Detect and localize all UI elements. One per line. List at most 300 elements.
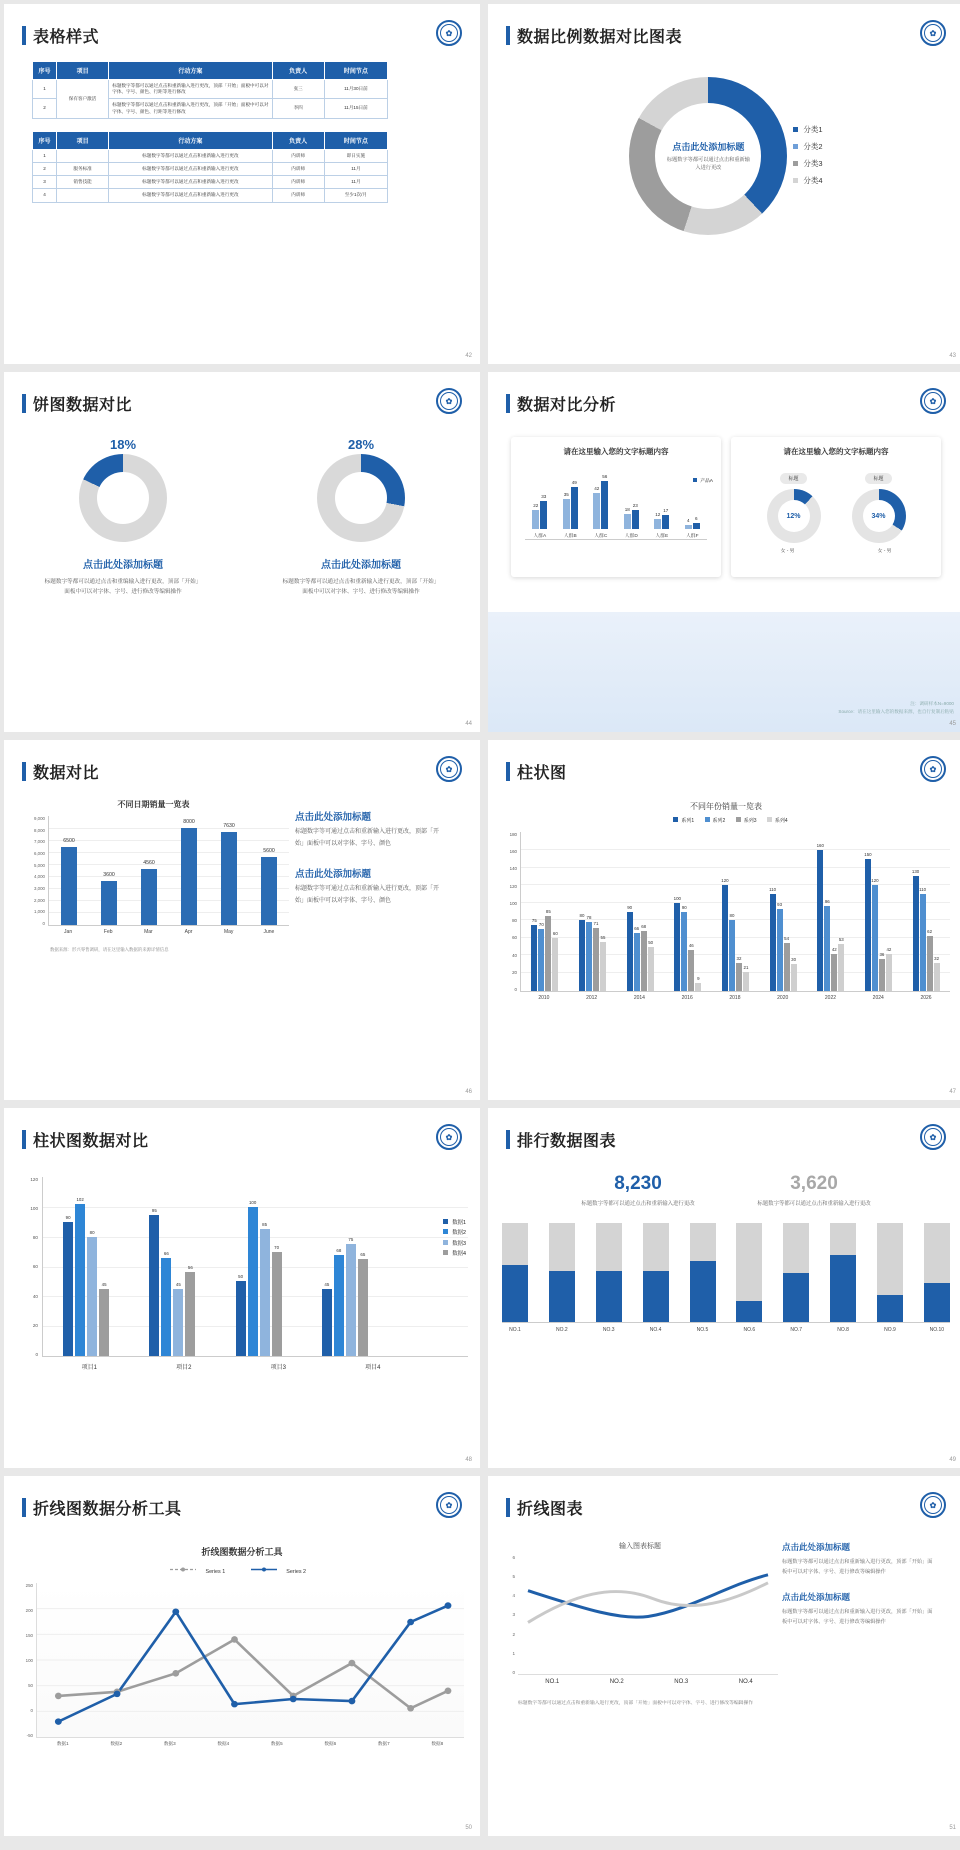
bar — [61, 837, 77, 925]
slide-42 — [4, 4, 480, 364]
bar-value: 50 — [238, 1274, 244, 1280]
line-icon — [251, 1566, 277, 1573]
y-tick: 60 — [512, 935, 517, 941]
stacked-bar — [924, 1223, 950, 1322]
legend-label: Series 2 — [286, 1569, 307, 1575]
bar — [688, 943, 694, 991]
text-body-2: 标题数字等都可以通过点击和重新输入进行更改，顶部「开始」面板中可以对字体、字号、进行修改等编辑操作 — [782, 1609, 933, 1626]
title-accent-bar — [506, 762, 510, 781]
bar-value: 100 — [673, 895, 681, 901]
bar — [221, 823, 237, 925]
title-text: 折线图表 — [517, 1501, 584, 1518]
legend-item — [793, 139, 822, 156]
legend-swatch-icon — [693, 478, 697, 482]
bar-value: 21 — [743, 965, 749, 971]
page-title — [4, 4, 480, 47]
bar — [831, 946, 837, 991]
bar — [593, 921, 599, 991]
bar-value: 45 — [101, 1281, 107, 1287]
bar-value: 60 — [552, 931, 558, 937]
y-tick: 4 — [512, 1593, 515, 1599]
plot-area — [36, 1583, 464, 1738]
bar-value: 100 — [248, 1199, 257, 1205]
donut-block — [767, 467, 821, 543]
bar — [101, 872, 117, 925]
text-body-2: 标题数字等可通过点击和重新输入进行更改，顶部「开始」面板中可以对字体、字号、颜色 — [295, 886, 440, 905]
bar-value: 55 — [600, 935, 606, 941]
table-header-row — [33, 62, 388, 80]
kpi-description: 标题数字等都可以通过点击和重新输入进行更改 — [581, 1201, 695, 1207]
legend-label: 系列1 — [681, 818, 695, 824]
y-tick: 8,000 — [34, 827, 45, 833]
cell-plan: 标题数字等都可以通过点击和重新输入进行更改 — [109, 176, 272, 189]
bar — [864, 851, 872, 991]
y-axis — [498, 832, 520, 992]
table-row — [33, 176, 388, 189]
series-1-line — [58, 1606, 448, 1722]
text-heading-2: 点击此处添加标题 — [782, 1592, 851, 1603]
content-area — [488, 1541, 960, 1708]
legend-swatch-icon — [705, 817, 710, 822]
legend-item — [443, 1249, 466, 1259]
x-tick: NO.9 — [884, 1327, 896, 1334]
slide-number: 51 — [949, 1825, 956, 1831]
bar-group — [651, 457, 673, 539]
plot-area — [518, 1555, 778, 1675]
slide-number: 50 — [465, 1825, 472, 1831]
card-title: 请在这里输入您的文字标题内容 — [783, 447, 889, 456]
bar — [934, 955, 940, 991]
cell-index: 4 — [33, 189, 57, 202]
pie-heading-right: 点击此处添加标题 — [321, 560, 401, 571]
th-owner: 负责人 — [272, 131, 324, 149]
bar — [743, 965, 749, 991]
legend-label: 分类1 — [803, 125, 823, 135]
bar-group — [682, 457, 704, 539]
bar — [322, 1281, 332, 1356]
bar-value: 75 — [531, 917, 537, 923]
th-deadline: 时间节点 — [324, 131, 387, 149]
bar — [579, 913, 585, 991]
x-tick: 2026 — [920, 995, 932, 1001]
y-axis — [18, 816, 48, 926]
donut-tag: 标题 — [780, 473, 806, 484]
x-tick: May — [223, 929, 234, 935]
text-heading-1: 点击此处添加标题 — [782, 1542, 851, 1552]
slide-51 — [488, 1476, 960, 1836]
bar-chart — [4, 799, 289, 953]
bar-value: 80 — [729, 913, 735, 919]
bar-value: 78 — [586, 915, 592, 921]
cell-owner: 内训师 — [272, 189, 324, 202]
table-1-wrapper — [4, 61, 480, 119]
bar-value: 49 — [571, 480, 577, 486]
bar-segment — [563, 491, 570, 529]
bar-value: 17 — [663, 507, 669, 513]
y-tick: 20 — [512, 969, 517, 975]
cell-project: 销售技能 — [56, 176, 108, 189]
y-tick: 0 — [30, 1708, 33, 1713]
table-row — [33, 149, 388, 162]
table-header-row — [33, 131, 388, 149]
bar — [824, 899, 830, 991]
chart-title: 不同日期销量一览表 — [117, 800, 190, 809]
y-tick: 100 — [30, 1206, 38, 1212]
bar-value: 42 — [886, 946, 892, 952]
plot-area — [42, 1177, 468, 1357]
bar-group — [531, 832, 558, 991]
cell-owner: 内训师 — [272, 162, 324, 175]
cell-plan: 标题数字等都可以通过点击和重新输入进行更改 — [109, 149, 272, 162]
brand-logo-icon: ✿ — [436, 756, 462, 782]
x-tick: 项目4 — [365, 1365, 381, 1371]
bar — [721, 877, 729, 991]
bar-segment — [624, 506, 631, 529]
cell-plan: 标题数字等都可以通过点击和重新输入进行更改 — [109, 189, 272, 202]
pie-percent-right: 28% — [347, 437, 375, 452]
y-tick: 80 — [32, 1235, 38, 1241]
legend-swatch-icon — [793, 161, 798, 166]
legend-item — [793, 122, 822, 139]
kpi-row — [488, 1173, 960, 1209]
slide-48 — [4, 1108, 480, 1468]
bar-segment — [532, 503, 539, 529]
x-axis — [36, 1741, 464, 1747]
cell-index: 1 — [33, 80, 57, 99]
brand-logo-icon: ✿ — [436, 388, 462, 414]
brand-logo-icon: ✿ — [920, 1124, 946, 1150]
kpi-value: 8,230 — [614, 1173, 662, 1194]
brand-logo-icon: ✿ — [920, 1492, 946, 1518]
table-row — [33, 162, 388, 175]
analysis-cards — [488, 437, 960, 577]
table-2-wrapper — [4, 131, 480, 203]
kpi-block-2 — [739, 1173, 889, 1209]
line-chart — [488, 1541, 778, 1708]
bar-segment — [601, 473, 608, 529]
donut-chart-right — [317, 454, 405, 542]
kpi-block-1 — [563, 1173, 713, 1209]
bar-group — [529, 457, 551, 539]
plot — [502, 1555, 778, 1675]
x-tick: NO.1 — [509, 1327, 521, 1334]
pie-block-left — [28, 437, 218, 598]
slide-44 — [4, 372, 480, 732]
bar-value: 80 — [579, 913, 585, 919]
chart-legend — [793, 122, 822, 190]
bar-group — [590, 457, 612, 539]
bar — [185, 1265, 195, 1356]
legend-label: 分类4 — [803, 175, 823, 185]
bar-value: 4 — [686, 518, 690, 524]
plot-area — [48, 816, 289, 926]
slide-number: 46 — [465, 1089, 472, 1095]
legend-swatch-icon — [793, 127, 798, 132]
bar-value: 68 — [641, 923, 647, 929]
y-tick: 5,000 — [34, 862, 45, 868]
x-tick: NO.5 — [696, 1327, 709, 1334]
bar-value: 42 — [831, 946, 837, 952]
x-tick: 2016 — [681, 995, 693, 1001]
chart-legend — [488, 817, 960, 824]
bar-value: 56 — [187, 1265, 193, 1271]
bar-value: 62 — [927, 929, 933, 935]
y-tick: 180 — [509, 832, 517, 837]
slide-number: 48 — [465, 1457, 472, 1463]
x-tick: 数据5 — [270, 1741, 283, 1746]
x-tick: NO.4 — [738, 1679, 753, 1685]
bar-value: 6500 — [63, 837, 75, 844]
cell-deadline: 11月 — [324, 176, 387, 189]
legend-item — [793, 156, 822, 173]
bar-value: 68 — [336, 1247, 342, 1253]
bar-x-label: 人群D — [624, 534, 638, 539]
legend-label: 分类3 — [803, 159, 823, 168]
x-tick: 项目3 — [270, 1365, 286, 1371]
bar-group — [817, 832, 844, 991]
cell-plan: 标题数字等都可以通过点击和重新输入进行更改 — [109, 162, 272, 175]
y-tick: 0 — [512, 1669, 515, 1675]
cell-index: 3 — [33, 176, 57, 189]
action-plan-table-1 — [32, 61, 388, 119]
x-axis — [520, 1679, 778, 1685]
legend-item — [443, 1239, 466, 1249]
slide-43 — [488, 4, 960, 364]
legend-label: 数据4 — [452, 1250, 466, 1257]
legend-label: 数据1 — [452, 1220, 466, 1226]
title-accent-bar — [22, 394, 26, 413]
bar-x-label: 人群E — [655, 534, 669, 539]
y-tick: 200 — [25, 1608, 33, 1613]
cell-deadline: 即日实施 — [324, 149, 387, 162]
page-title — [4, 740, 480, 783]
bar — [871, 877, 879, 991]
x-tick: 项目2 — [176, 1365, 192, 1371]
donut-pair — [739, 461, 933, 543]
donut-block — [852, 467, 906, 543]
legend-swatch-icon — [443, 1229, 448, 1234]
bar — [641, 923, 647, 991]
donut-value: 34% — [871, 512, 886, 520]
y-tick: 3 — [512, 1612, 515, 1618]
text-body-1: 标题数字等可通过点击和重新输入进行更改，顶部「开始」面板中可以对字体、字号、颜色 — [295, 829, 440, 847]
x-tick: NO.3 — [602, 1327, 615, 1334]
title-text: 数据对比 — [33, 765, 100, 782]
bar — [791, 957, 797, 991]
plot — [18, 816, 289, 926]
cell-project — [56, 149, 108, 162]
page-title — [488, 1476, 960, 1519]
y-tick: 0 — [514, 986, 517, 992]
bar — [75, 1196, 85, 1356]
bar — [531, 917, 537, 991]
bar-group — [627, 832, 654, 991]
bar-value: 93 — [777, 901, 783, 907]
brand-logo-icon: ✿ — [920, 388, 946, 414]
title-accent-bar — [22, 1130, 26, 1149]
th-project: 项目 — [56, 131, 108, 149]
stacked-bar — [690, 1223, 716, 1322]
bar — [141, 860, 157, 925]
y-tick: 140 — [509, 866, 517, 872]
y-tick: 7,000 — [34, 839, 45, 845]
page-title — [488, 740, 960, 783]
legend-label: 系列4 — [774, 818, 788, 824]
bar-value: 53 — [838, 937, 844, 943]
pie-block-right — [266, 437, 456, 598]
series-1-markers — [55, 1602, 451, 1725]
action-plan-table-2 — [32, 131, 388, 203]
title-accent-bar — [506, 1130, 510, 1149]
th-plan: 行动方案 — [109, 131, 272, 149]
bar-segment — [571, 480, 578, 529]
bar-value: 32 — [934, 955, 940, 961]
pie-heading-left: 点击此处添加标题 — [83, 560, 163, 571]
legend-label: 数据3 — [452, 1240, 466, 1247]
chart-legend — [443, 1218, 466, 1259]
stacked-bar — [643, 1223, 669, 1322]
bar-chart — [498, 832, 950, 992]
bar-group — [865, 832, 892, 991]
bar-value: 71 — [593, 921, 599, 927]
bar — [173, 1281, 183, 1356]
bar — [99, 1281, 109, 1356]
chart-title: 折线图数据分析工具 — [201, 1547, 283, 1557]
bar — [63, 1214, 73, 1356]
bar-value: 6 — [694, 516, 698, 522]
legend-label: 产品A — [700, 479, 713, 484]
y-tick: 3,000 — [34, 885, 45, 891]
page-title — [4, 1476, 480, 1519]
bar-group — [560, 457, 582, 539]
slide-50 — [4, 1476, 480, 1836]
x-tick: 数据7 — [377, 1741, 390, 1746]
x-tick: Feb — [103, 929, 113, 935]
bar — [634, 925, 640, 991]
bar-segment — [632, 502, 639, 529]
legend-label: 分类2 — [803, 142, 823, 152]
bar-segment — [685, 518, 692, 529]
cell-plan: 标题数字等都可以通过点击和重新输入进行更改，顶部「开始」面板中可以对字体、字号、颜色、行距等进行修改 — [109, 80, 272, 99]
x-axis — [42, 1362, 420, 1371]
stacked-bar — [502, 1223, 528, 1322]
cell-owner: 内训师 — [272, 176, 324, 189]
donut-center-title: 点击此处添加标题 — [672, 141, 745, 152]
bar — [648, 939, 654, 991]
title-text: 饼图数据对比 — [33, 397, 133, 414]
cell-deadline: 11月15日前 — [324, 99, 387, 118]
stacked-bar — [549, 1223, 575, 1322]
bar — [695, 976, 701, 991]
y-tick: 40 — [512, 952, 517, 958]
bar-value: 120 — [721, 877, 729, 883]
x-tick: 数据8 — [431, 1741, 444, 1746]
x-tick: 数据1 — [56, 1741, 69, 1746]
bar-value: 22 — [533, 503, 539, 509]
bar-value: 102 — [76, 1196, 84, 1202]
y-tick: 150 — [25, 1633, 33, 1638]
y-tick: 80 — [512, 918, 517, 924]
table-row — [33, 189, 388, 202]
bar-value: 33 — [541, 493, 547, 499]
bar — [260, 1222, 270, 1356]
title-text: 表格样式 — [33, 29, 100, 46]
x-tick: NO.1 — [545, 1679, 560, 1685]
cell-owner: 李四 — [272, 99, 324, 118]
th-index: 序号 — [33, 62, 57, 80]
title-accent-bar — [506, 394, 510, 413]
brand-logo-icon: ✿ — [920, 756, 946, 782]
bar-value: 45 — [175, 1281, 181, 1287]
y-tick: 0 — [35, 1351, 38, 1357]
bar-value: 36 — [879, 952, 885, 958]
title-text: 柱状图数据对比 — [33, 1133, 149, 1150]
y-tick: 0 — [42, 920, 45, 926]
stacked-bar — [783, 1223, 809, 1322]
x-tick: NO.4 — [649, 1327, 662, 1334]
title-text: 数据比例数据对比图表 — [517, 29, 683, 46]
th-owner: 负责人 — [272, 62, 324, 80]
pie-comparison-area — [4, 437, 480, 598]
legend-label: 系列3 — [743, 818, 757, 824]
bar — [600, 935, 606, 991]
text-heading-2: 点击此处添加标题 — [295, 869, 372, 881]
bar-value: 30 — [791, 957, 797, 963]
page-title — [4, 1108, 480, 1151]
bar-segment — [540, 493, 547, 529]
cell-deadline: 11月 — [324, 162, 387, 175]
title-accent-bar — [506, 26, 510, 45]
bar-value: 46 — [688, 943, 694, 949]
card-bar-chart — [511, 437, 721, 577]
bar-value: 7630 — [223, 823, 235, 830]
bar — [777, 901, 783, 991]
slide-number: 42 — [465, 353, 472, 359]
bar-segment — [693, 516, 700, 529]
axis-line — [525, 539, 707, 540]
bar-segment — [654, 511, 661, 529]
x-tick: 2020 — [777, 995, 789, 1001]
bar-value: 90 — [65, 1214, 71, 1220]
table-row — [33, 80, 388, 99]
legend-item — [251, 1569, 314, 1575]
content-area — [4, 799, 480, 953]
donut-chart — [629, 77, 787, 235]
bar — [149, 1207, 159, 1356]
bar — [545, 908, 551, 991]
th-index: 序号 — [33, 131, 57, 149]
bar — [358, 1251, 368, 1356]
bar-segment — [593, 486, 600, 529]
donut-chart-left — [79, 454, 167, 542]
slide-47 — [488, 740, 960, 1100]
cell-owner: 内训师 — [272, 149, 324, 162]
bar-value: 23 — [632, 502, 638, 508]
bar — [919, 886, 927, 991]
cell-deadline: 至少1次/月 — [324, 189, 387, 202]
legend-label: 系列2 — [712, 818, 726, 824]
page-title — [488, 1108, 960, 1151]
legend-item — [793, 173, 822, 190]
bar-value: 95 — [151, 1207, 157, 1213]
donut-legend: 女 - 男 — [877, 549, 892, 554]
cell-project — [56, 189, 108, 202]
title-text: 数据对比分析 — [517, 397, 617, 414]
y-tick: 120 — [30, 1177, 38, 1182]
y-tick: 4,000 — [34, 874, 45, 880]
brand-logo-icon: ✿ — [436, 1124, 462, 1150]
bar-value: 110 — [919, 886, 927, 892]
